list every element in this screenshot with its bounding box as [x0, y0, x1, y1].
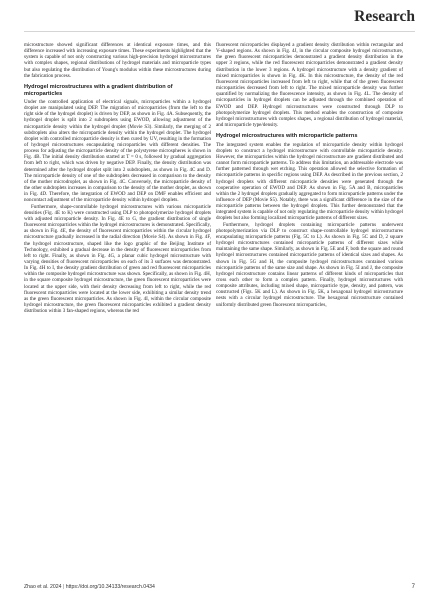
- footer-separator: |: [61, 584, 66, 590]
- section-heading: Hydrogel microstructures with a gradient distribution of microparticles: [24, 83, 173, 97]
- page-footer: [24, 584, 415, 594]
- section-heading: Hydrogel microstructures with microparticle patterns: [216, 133, 358, 140]
- header-divider: [24, 31, 415, 32]
- right-column: [216, 42, 403, 308]
- doi-link[interactable]: https://doi.org/10.34133/research.0434: [65, 584, 155, 590]
- author-citation: Zhao et al. 2024: [24, 584, 62, 590]
- page-header: [0, 0, 427, 44]
- paragraph: Furthermore, hydrogel droplets containing microparticle patterns underwent photopolymerization via DLP to construct shape-controllable hydrogel microstructures encapsulating microparticle patterns (Fig. 5C to L). As shown in Fig. 5C and D, 2 square hydrogel microstructures contained microparticle patterns of different sizes while maintaining the same shape. Similarly, as shown in Fig. 5E and F, both the square and round hydrogel microstructures contained microparticle patterns of identical sizes and shapes. As shown in Fig. 5G and H, the composite hydrogel microstructures contained various microparticle patterns of the same size and shape. As shown in Fig. 5I and J, the composite hydrogel microstructure contains linear patterns of different kinds of microparticles that cross each other to form a complex pattern. Finally, hydrogel microstructures with composite attributes, including mixed shape, microparticle type, density, and pattern, was constructed (Figs. 5K and L). As shown in Fig. 5K, a hexagonal hydrogel microstructure nests with a circular hydrogel microstructure. The hexagonal microstructure contained uniformly distributed green fluorescent microparticles,: [216, 221, 403, 308]
- left-column: [24, 42, 211, 314]
- page-number: 7: [411, 584, 415, 590]
- paragraph: The integrated system enables the regulation of microparticle density within hydrogel droplets to construct a hydrogel microstructure with controllable microparticle density. However, the microparticles within the hydrogel microstructure are gradient distributed and cannot form microparticle patterns. To address this limitation, an addressable electrode was further patterned through wet etching. This operation allowed the selective formation of microparticle patterns in specific regions using DEP. As described in the previous section, 2 hydrogel droplets with different microparticle densities were generated through the cooperative operation of EWOD and DEP. As shown in Fig. 5A and B, microparticles within the 2 hydrogel droplets gradually aggregated to form microparticle patterns under the influence of DEP (Movie S5). Notably, there was a significant difference in the size of the microparticle patterns between the hydrogel droplets. This further demonstrated that the integrated system is capable of not only regulating the microparticle density within hydrogel droplets but also forming localized microparticle patterns of different sizes.: [216, 141, 403, 222]
- paragraph: Under the controlled application of electrical signals, microparticles within a hydrogel droplet are manipulated using DEP. The migration of microparticles (from the left to the right side of the hydrogel droplet) is driven by DEP, as shown in Fig. 4A. Subsequently, the hydrogel droplet is split into 2 subdroplets using EWOD, allowing adjustment of the microparticle density within the hydrogel droplet (Movie S3). Similarly, the merging of 2 subdroplets also alters the microparticle density within the hydrogel droplet. The hydrogel droplet with controlled microparticle density is then cured by UV, resulting in the formation of hydrogel microstructures encapsulating microparticles with different densities. The process for adjusting the microparticle density of the polystyrene microspheres is shown in Fig. 4B. The initial density distribution started at T = 0 s, followed by gradual aggregation from left to right, which was driven by negative DEP. Finally, the density distribution was determined after the hydrogel droplet split into 2 subdroplets, as shown in Fig. 4C and D. The microparticle density of one of the subdroplets decreased in comparison to the density of the mother microdroplet, as shown in Fig. 4C. Conversely, the microparticle density of the other subdroplets increases in comparison to the density of the mother droplet, as shown in Fig. 4D. Therefore, the integration of EWOD and DEP on DMF enables efficient and noncontact adjustment of the microparticle density within hydrogel droplets.: [24, 98, 211, 204]
- paragraph: Furthermore, shape-controllable hydrogel microstructures with various microparticle densities (Fig. 4E to K) were constructed using DLP to photopolymerize hydrogel droplets with adjusted microparticle density. In Fig. 4E to G, the gradient distribution of single fluorescent microparticles within the hydrogel microstructures is demonstrated. Specifically, as shown in Fig. 4E, the density of fluorescent microparticles within the circular hydrogel microstructure gradually increased in the radial direction (Movie S4). As shown in Fig. 4F, the hydrogel microstructure, shaped like the logo graphic of the Beijing Institute of Technology, exhibited a gradual decrease in the density of fluorescent microparticles from left to right. Finally, as shown in Fig. 4G, a planar cubic hydrogel microstructure with varying densities of fluorescent microparticles on each of its 3 surfaces was demonstrated. In Fig. 4H to I, the density gradient distribution of green and red fluorescent microparticles within the composite hydrogel microstructure was shown. Specifically, as shown in Fig. 4H, in the square composite hydrogel microstructure, the green fluorescent microparticles were located at the upper side, with their density decreasing from left to right, while the red fluorescent microparticles were located at the lower side, exhibiting a similar density trend as the green fluorescent microparticles. As shown in Fig. 4I, within the circular composite hydrogel microstructure, the green fluorescent microparticles exhibited a gradient density distribution within 3 fan-shaped regions, whereas the red: [24, 203, 211, 315]
- footer-citation: [24, 584, 155, 590]
- paragraph: fluorescent microparticles displayed a gradient density distribution within rectangular and V-shaped regions. As shown in Fig. 4J, in the circular composite hydrogel microstructure, the green fluorescent microparticles demonstrated a gradient density distribution in the upper 3 regions, while the red fluorescent microparticles demonstrated a gradient density distribution in the lower 3 regions. A hydrogel microstructure with a density gradient of mixed microparticles is shown in Fig. 4K. In this microstructure, the density of the red fluorescent microparticles increased from left to right, while that of the green fluorescent microparticles decreased from left to right. The mixed microparticle density was further quantified by normalizing the fluorescence intensity, as shown in Fig. 4L. The density of microparticles in hydrogel droplets can be adjusted through the combined operation of EWOD and DEP. Hydrogel microstructures were constructed through DLP to photopolymerize hydrogel droplets. This method enables the construction of composite hydrogel microstructures with complex shapes, a regional distribution of hydrogel material, and microparticle type/density.: [216, 42, 403, 129]
- journal-title: Research: [354, 8, 415, 25]
- paragraph: microstructure showed significant differences at identical exposure times, and this difference increased with increasing exposure times. These experiments highlighted that the system is capable of not only constructing various high-precision hydrogel microstructures with complex shapes, regional distributions of hydrogel materials and microparticle types but also regulating the distribution of Young's modulus within these microstructures during the fabrication process.: [24, 42, 211, 79]
